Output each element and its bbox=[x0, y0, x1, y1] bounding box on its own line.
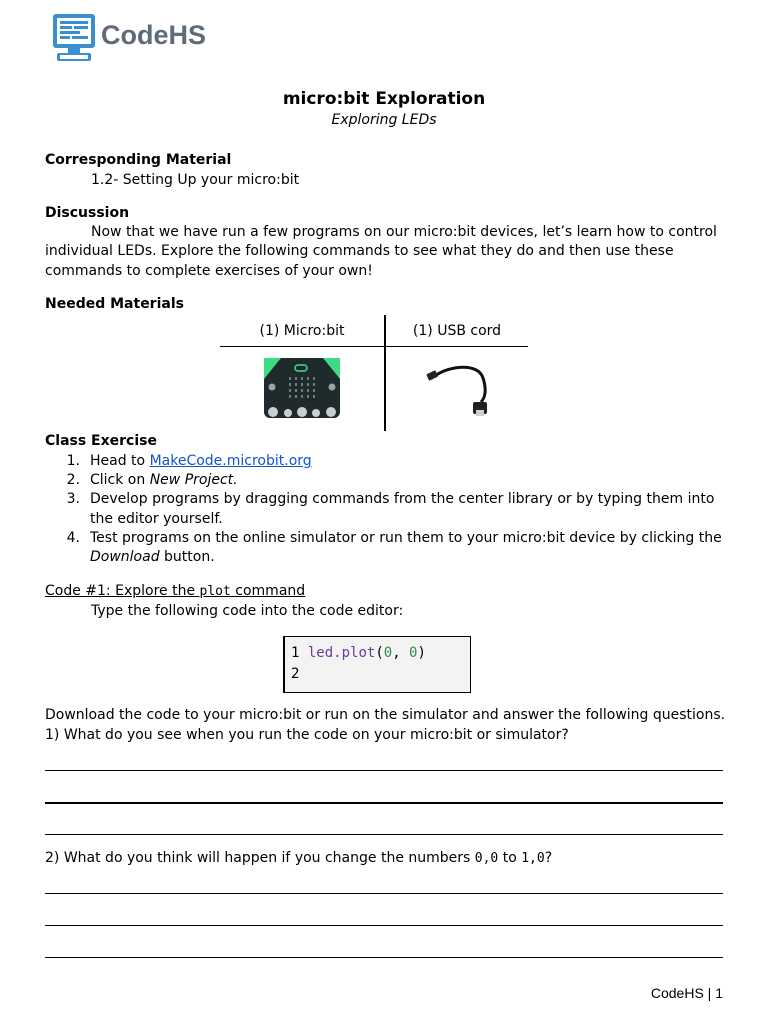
materials-table bbox=[220, 315, 528, 431]
step-1-number: 1. bbox=[66, 453, 80, 469]
usb-cord-icon bbox=[423, 358, 493, 418]
code-line-2: 2 bbox=[291, 666, 300, 682]
page-subtitle: Exploring LEDs bbox=[331, 112, 437, 128]
corresponding-item: 1.2- Setting Up your micro:bit bbox=[91, 172, 300, 188]
code1-instruction: Type the following code into the code editor: bbox=[91, 603, 404, 619]
answer-line[interactable] bbox=[45, 893, 723, 894]
materials-heading: Needed Materials bbox=[45, 296, 184, 312]
step-4-line-2: Download button. bbox=[90, 549, 215, 565]
questions-intro: Download the code to your micro:bit or run on the simulator and answer the following questions. bbox=[45, 707, 726, 723]
code1-heading: Code #1: Explore the plot command bbox=[45, 583, 306, 599]
codehs-logo bbox=[51, 13, 207, 63]
discussion-heading: Discussion bbox=[45, 205, 130, 221]
makecode-link[interactable]: MakeCode.microbit.org bbox=[149, 453, 312, 469]
question-2: 2) What do you think will happen if you change the numbers 0,0 to 1,0? bbox=[45, 850, 553, 866]
corresponding-heading: Corresponding Material bbox=[45, 152, 232, 168]
code-editor-box bbox=[283, 636, 471, 693]
discussion-line-2: individual LEDs. Explore the following commands to see what they do and then use these bbox=[45, 243, 674, 259]
materials-col-microbit: (1) Micro:bit bbox=[259, 323, 345, 339]
step-4-line-1: Test programs on the online simulator or run them to your micro:bit device by clicking the bbox=[90, 530, 722, 546]
answer-line[interactable] bbox=[45, 957, 723, 958]
microbit-board-icon bbox=[263, 357, 341, 421]
answer-line[interactable] bbox=[45, 925, 723, 926]
discussion-line-1: Now that we have run a few programs on our micro:bit devices, let’s learn how to control bbox=[91, 224, 717, 240]
logo-text: CodeHS bbox=[101, 20, 207, 50]
question-1: 1) What do you see when you run the code on your micro:bit or simulator? bbox=[45, 727, 569, 743]
discussion-line-3: commands to complete exercises of your own! bbox=[45, 263, 373, 279]
table-divider-horizontal bbox=[220, 346, 528, 347]
materials-col-usb: (1) USB cord bbox=[412, 323, 502, 339]
exercise-heading: Class Exercise bbox=[45, 433, 157, 449]
computer-monitor-icon bbox=[51, 13, 97, 63]
step-2: Click on New Project. bbox=[90, 472, 238, 488]
step-3-number: 3. bbox=[66, 491, 80, 507]
step-4-number: 4. bbox=[66, 530, 80, 546]
answer-line[interactable] bbox=[45, 834, 723, 835]
page-title: micro:bit Exploration bbox=[282, 89, 486, 109]
answer-line[interactable] bbox=[45, 802, 723, 804]
footer-page-number: CodeHS | 1 bbox=[650, 985, 723, 1001]
step-3-line-2: the editor yourself. bbox=[90, 511, 223, 527]
step-1: Head to MakeCode.microbit.org bbox=[90, 453, 312, 469]
step-3-line-1: Develop programs by dragging commands from the center library or by typing them into bbox=[90, 491, 715, 507]
code-line-1: 1 led.plot(0, 0) bbox=[291, 645, 426, 661]
answer-line[interactable] bbox=[45, 770, 723, 771]
step-2-number: 2. bbox=[66, 472, 80, 488]
